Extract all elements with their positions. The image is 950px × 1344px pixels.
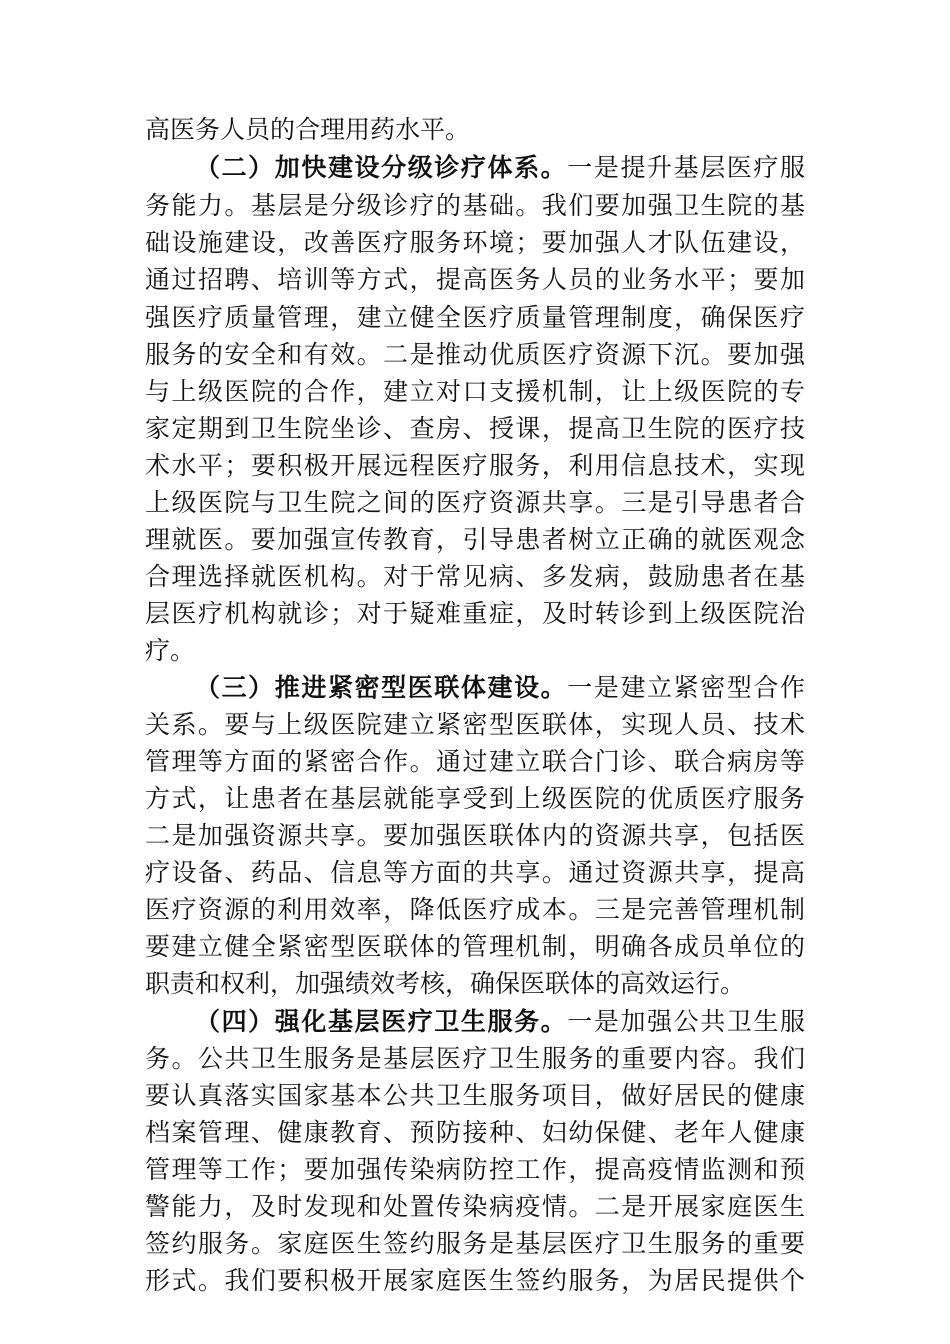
text-line: 关系。要与上级医院建立紧密型医联体，实现人员、技术 — [145, 710, 805, 739]
text-line: 术水平；要积极开展远程医疗服务，利用信息技术，实现 — [145, 451, 805, 480]
text-span: 一是建立紧密型合作 — [567, 673, 805, 702]
text-line: 方式，让患者在基层就能享受到上级医院的优质医疗服务 — [145, 784, 805, 813]
paragraph-first-line — [195, 150, 805, 186]
text-line: 务能力。基层是分级诊疗的基础。我们要加强卫生院的基 — [145, 191, 805, 220]
paragraph-heading: （三）推进紧密型医联体建设。 — [195, 673, 568, 702]
text-line: 理就医。要加强宣传教育，引导患者树立正确的就医观念 — [145, 525, 805, 554]
text-line: 档案管理、健康教育、预防接种、妇幼保健、老年人健康 — [145, 1118, 805, 1147]
text-line: 警能力，及时发现和处置传染病疫情。二是开展家庭医生 — [145, 1192, 805, 1221]
paragraph-heading: （二）加快建设分级诊疗体系。 — [195, 153, 568, 182]
paragraph-heading: （四）强化基层医疗卫生服务。 — [195, 1007, 568, 1036]
text-line: 医疗资源的利用效率，降低医疗成本。三是完善管理机制 — [145, 895, 805, 924]
text-line: 通过招聘、培训等方式，提高医务人员的业务水平；要加 — [145, 265, 805, 294]
text-line: 家定期到卫生院坐诊、查房、授课，提高卫生院的医疗技 — [145, 414, 805, 443]
text-line: 上级医院与卫生院之间的医疗资源共享。三是引导患者合 — [145, 488, 805, 517]
text-line: 强医疗质量管理，建立健全医疗质量管理制度，确保医疗 — [145, 303, 805, 332]
text-line: 疗。 — [145, 636, 196, 665]
text-line: 二是加强资源共享。要加强医联体内的资源共享，包括医 — [145, 821, 805, 850]
text-line: 服务的安全和有效。二是推动优质医疗资源下沉。要加强 — [145, 340, 805, 369]
paragraph-first-line — [195, 670, 805, 706]
text-span: 一是加强公共卫生服 — [567, 1007, 805, 1036]
text-line: 础设施建设，改善医疗服务环境；要加强人才队伍建设， — [145, 228, 805, 257]
text-line: 管理等方面的紧密合作。通过建立联合门诊、联合病房等 — [145, 747, 805, 776]
text-line: 形式。我们要积极开展家庭医生签约服务，为居民提供个 — [145, 1266, 805, 1295]
paragraph-first-line — [195, 1004, 805, 1040]
text-line: 合理选择就医机构。对于常见病、多发病，鼓励患者在基 — [145, 562, 805, 591]
text-line: 务。公共卫生服务是基层医疗卫生服务的重要内容。我们 — [145, 1044, 805, 1073]
text-span: 一是提升基层医疗服 — [567, 153, 805, 182]
text-line: 层医疗机构就诊；对于疑难重症，及时转诊到上级医院治 — [145, 599, 805, 628]
text-line: 与上级医院的合作，建立对口支援机制，让上级医院的专 — [145, 377, 805, 406]
text-line: 职责和权利，加强绩效考核，确保医联体的高效运行。 — [145, 969, 746, 998]
text-line: 疗设备、药品、信息等方面的共享。通过资源共享，提高 — [145, 858, 805, 887]
text-line: 高医务人员的合理用药水平。 — [145, 115, 471, 144]
text-line: 要建立健全紧密型医联体的管理机制，明确各成员单位的 — [145, 932, 805, 961]
text-line: 签约服务。家庭医生签约服务是基层医疗卫生服务的重要 — [145, 1229, 805, 1258]
text-line: 管理等工作；要加强传染病防控工作，提高疫情监测和预 — [145, 1155, 805, 1184]
text-line: 要认真落实国家基本公共卫生服务项目，做好居民的健康 — [145, 1081, 805, 1110]
